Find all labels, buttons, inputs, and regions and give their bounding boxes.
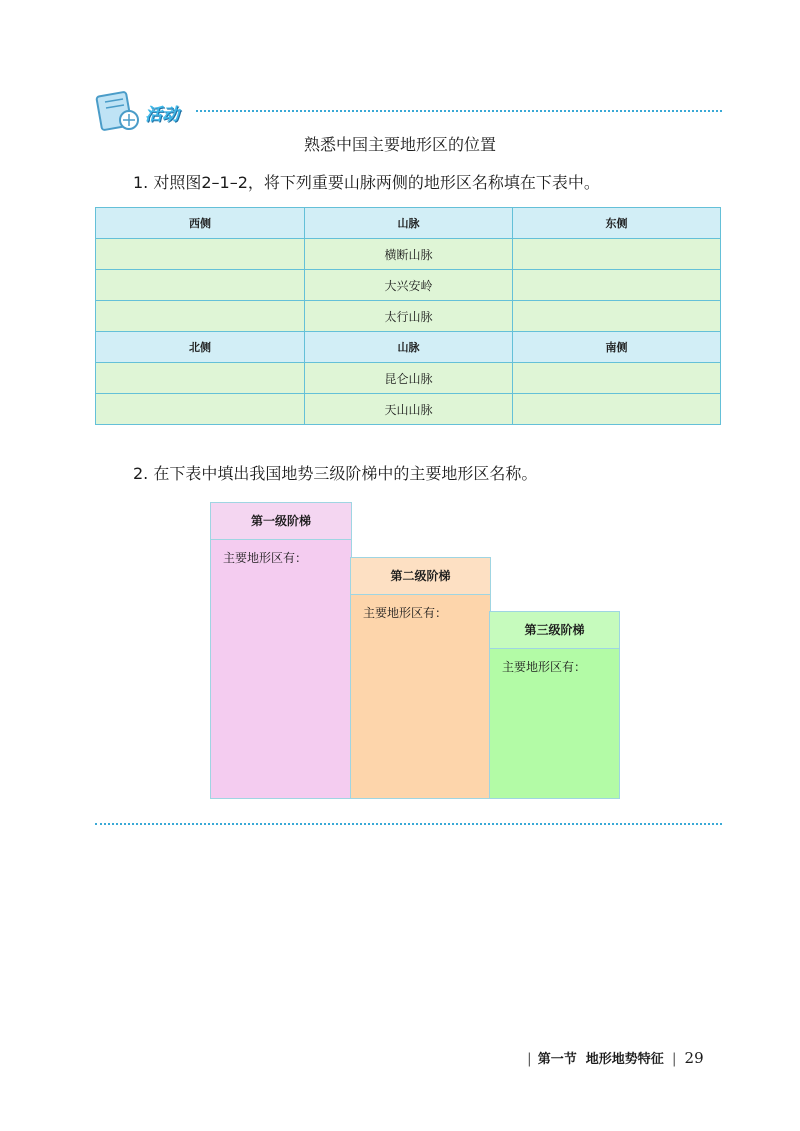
step-title: 第三级阶梯 [490, 612, 619, 649]
step-3-box[interactable] [489, 611, 620, 799]
answer-cell-east[interactable] [513, 270, 721, 301]
table-row [96, 394, 721, 425]
mountain-sides-table [95, 207, 721, 425]
top-dotted-divider [196, 110, 722, 112]
mountain-name: 大兴安岭 [305, 270, 513, 301]
page-heading: 熟悉中国主要地形区的位置 [303, 135, 496, 154]
footer-section: 第一节 [537, 1052, 577, 1067]
column-header-mountain: 山脉 [305, 208, 513, 239]
footer-separator: | [527, 1051, 532, 1067]
column-header-south: 南侧 [513, 332, 721, 363]
activity-label: 活动 [145, 105, 179, 125]
notebook-compass-icon [95, 88, 145, 134]
step-title: 第一级阶梯 [211, 503, 351, 540]
answer-cell-west[interactable] [96, 301, 305, 332]
table-row [96, 239, 721, 270]
answer-cell-north[interactable] [96, 394, 305, 425]
column-header-west: 西侧 [96, 208, 305, 239]
column-header-east: 东侧 [513, 208, 721, 239]
answer-cell-east[interactable] [513, 239, 721, 270]
table-row [96, 270, 721, 301]
page-footer [527, 1048, 704, 1067]
mountain-name: 横断山脉 [305, 239, 513, 270]
footer-topic: 地形地势特征 [585, 1052, 664, 1067]
table-header-row [96, 208, 721, 239]
step-2-box[interactable] [350, 557, 491, 799]
table-header-row [96, 332, 721, 363]
answer-cell-west[interactable] [96, 270, 305, 301]
answer-cell-north[interactable] [96, 363, 305, 394]
answer-cell-south[interactable] [513, 394, 721, 425]
step-title: 第二级阶梯 [351, 558, 490, 595]
column-header-north: 北侧 [96, 332, 305, 363]
mountain-name: 天山山脉 [305, 394, 513, 425]
answer-cell-west[interactable] [96, 239, 305, 270]
mountain-name: 昆仑山脉 [305, 363, 513, 394]
page-number: 29 [684, 1049, 704, 1067]
footer-separator: | [671, 1051, 677, 1067]
table-row [96, 301, 721, 332]
column-header-mountain: 山脉 [305, 332, 513, 363]
step-prompt: 主要地形区有： [502, 660, 587, 674]
bottom-dotted-divider [95, 823, 722, 825]
step-1-box[interactable] [210, 502, 352, 799]
question-2: 2. 在下表中填出我国地势三级阶梯中的主要地形区名称。 [133, 464, 538, 483]
answer-cell-east[interactable] [513, 301, 721, 332]
question-1: 1. 对照图2–1–2，将下列重要山脉两侧的地形区名称填在下表中。 [133, 173, 600, 192]
mountain-name: 太行山脉 [305, 301, 513, 332]
answer-cell-south[interactable] [513, 363, 721, 394]
table-row [96, 363, 721, 394]
step-prompt: 主要地形区有： [363, 606, 448, 620]
step-prompt: 主要地形区有： [223, 551, 308, 565]
